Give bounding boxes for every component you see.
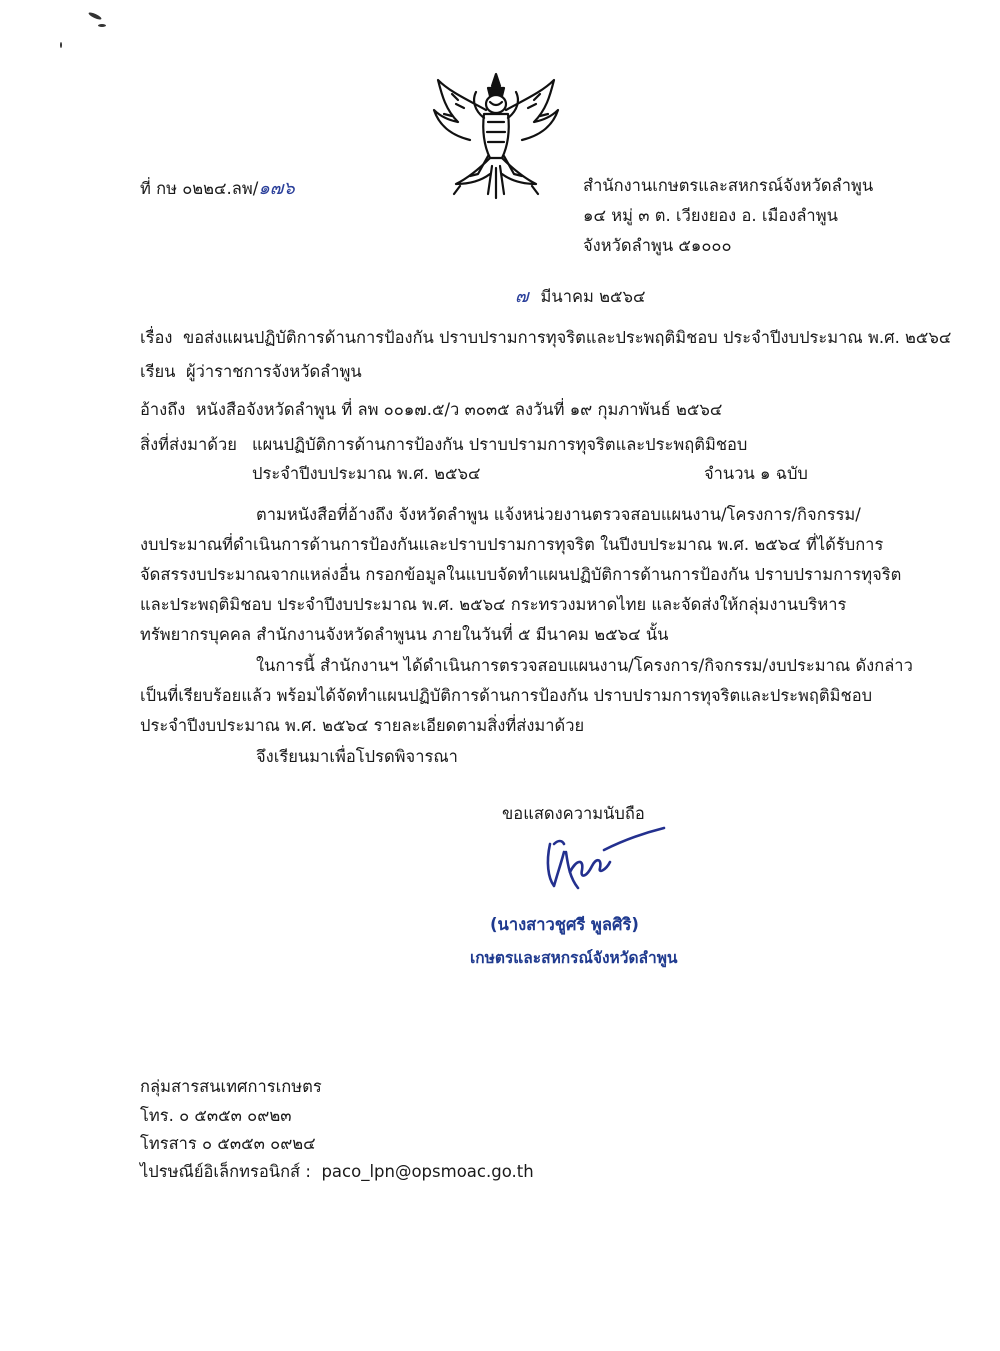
document-date [515, 281, 645, 310]
paragraph-line: ประจำปีงบประมาณ พ.ศ. ๒๕๖๔ รายละเอียดตามสิ่งที่ส่งมาด้วย [140, 716, 585, 735]
footer-department: กลุ่มสารสนเทศการเกษตร [140, 1077, 322, 1096]
subject-line [140, 325, 951, 351]
closing-request: จึงเรียนมาเพื่อโปรดพิจารณา [256, 747, 458, 766]
document-number-prefix: ที่ กษ ๐๒๒๔.ลพ/ [140, 179, 259, 198]
body-paragraph-1 [140, 500, 902, 650]
document-number-handwritten: ๑๗๖ [258, 178, 295, 199]
enclosure-line2: ประจำปีงบประมาณ พ.ศ. ๒๕๖๔ [252, 464, 481, 483]
footer-email-label: ไปรษณีย์อิเล็กทรอนิกส์ : [140, 1162, 311, 1181]
office-name: สำนักงานเกษตรและสหกรณ์จังหวัดลำพูน [583, 176, 874, 195]
date-month-year: มีนาคม ๒๕๖๔ [540, 287, 646, 306]
paragraph-line: งบประมาณที่ดำเนินการด้านการป้องกันและปราบปรามการทุจริต ในปีงบประมาณ พ.ศ. ๒๕๖๔ ที่ได้รับการ [140, 535, 884, 554]
enclosure-label: สิ่งที่ส่งมาด้วย [140, 435, 237, 454]
paragraph-line: ตามหนังสือที่อ้างถึง จังหวัดลำพูน แจ้งหน่วยงานตรวจสอบแผนงาน/โครงการ/กิจกรรม/ [256, 505, 861, 524]
footer-email-line [140, 1159, 534, 1185]
paragraph-line: ในการนี้ สำนักงานฯ ได้ดำเนินการตรวจสอบแผนงาน/โครงการ/กิจกรรม/งบประมาณ ดังกล่าว [256, 656, 913, 675]
reference-label: อ้างถึง [140, 400, 186, 419]
paragraph-line: เป็นที่เรียบร้อยแล้ว พร้อมได้จัดทำแผนปฏิบัติการด้านการป้องกัน ปราบปรามการทุจริตและประพฤติมิชอบ [140, 686, 873, 705]
office-address-line1: ๑๔ หมู่ ๓ ต. เวียงยอง อ. เมืองลำพูน [583, 206, 838, 225]
recipient-text: ผู้ว่าราชการจังหวัดลำพูน [185, 362, 362, 381]
salutation: ขอแสดงความนับถือ [502, 804, 645, 823]
body-paragraph-2 [140, 651, 913, 741]
recipient-line [140, 359, 362, 385]
document-number [140, 173, 295, 202]
subject-label: เรื่อง [140, 328, 173, 347]
paragraph-line: จัดสรรงบประมาณจากแหล่งอื่น กรอกข้อมูลในแบบจัดทำแผนปฏิบัติการด้านการป้องกัน ปราบปรามการทุจริต [140, 565, 902, 584]
reference-line [140, 397, 722, 423]
scan-speck [98, 24, 106, 27]
footer-phone: โทร. ๐ ๕๓๕๓ ๐๙๒๓ [140, 1106, 292, 1125]
subject-text: ขอส่งแผนปฏิบัติการด้านการป้องกัน ปราบปรามการทุจริตและประพฤติมิชอบ ประจำปีงบประมาณ พ.ศ. ๒๕๖๔ [182, 328, 952, 347]
date-day-handwritten: ๗ [515, 286, 529, 307]
garuda-emblem [428, 70, 564, 202]
office-address-line2: จังหวัดลำพูน ๕๑๐๐๐ [583, 236, 732, 255]
signatory-name: (นางสาวชูศรี พูลศิริ) [490, 915, 639, 934]
paragraph-line: และประพฤติมิชอบ ประจำปีงบประมาณ พ.ศ. ๒๕๖๔ กระทรวงมหาดไทย และจัดส่งให้กลุ่มงานบริหาร [140, 595, 847, 614]
enclosure-line1: แผนปฏิบัติการด้านการป้องกัน ปราบปรามการทุจริตและประพฤติมิชอบ [252, 435, 748, 454]
scan-speck [60, 42, 62, 48]
footer-fax: โทรสาร ๐ ๕๓๕๓ ๐๙๒๔ [140, 1134, 316, 1153]
paragraph-line: ทรัพยากรบุคคล สำนักงานจังหวัดลำพูนน ภายในวันที่ ๕ มีนาคม ๒๕๖๔ นั้น [140, 625, 669, 644]
scan-speck [88, 11, 102, 21]
footer-email[interactable]: paco_lpn@opsmoac.go.th [321, 1162, 534, 1181]
recipient-label: เรียน [140, 362, 176, 381]
handwritten-signature [540, 822, 670, 902]
enclosure-quantity: จำนวน ๑ ฉบับ [704, 464, 808, 483]
signatory-position: เกษตรและสหกรณ์จังหวัดลำพูน [470, 949, 678, 967]
reference-text: หนังสือจังหวัดลำพูน ที่ ลพ ๐๐๑๗.๕/ว ๓๐๓๕ ลงวันที่ ๑๙ กุมภาพันธ์ ๒๕๖๔ [195, 400, 723, 419]
